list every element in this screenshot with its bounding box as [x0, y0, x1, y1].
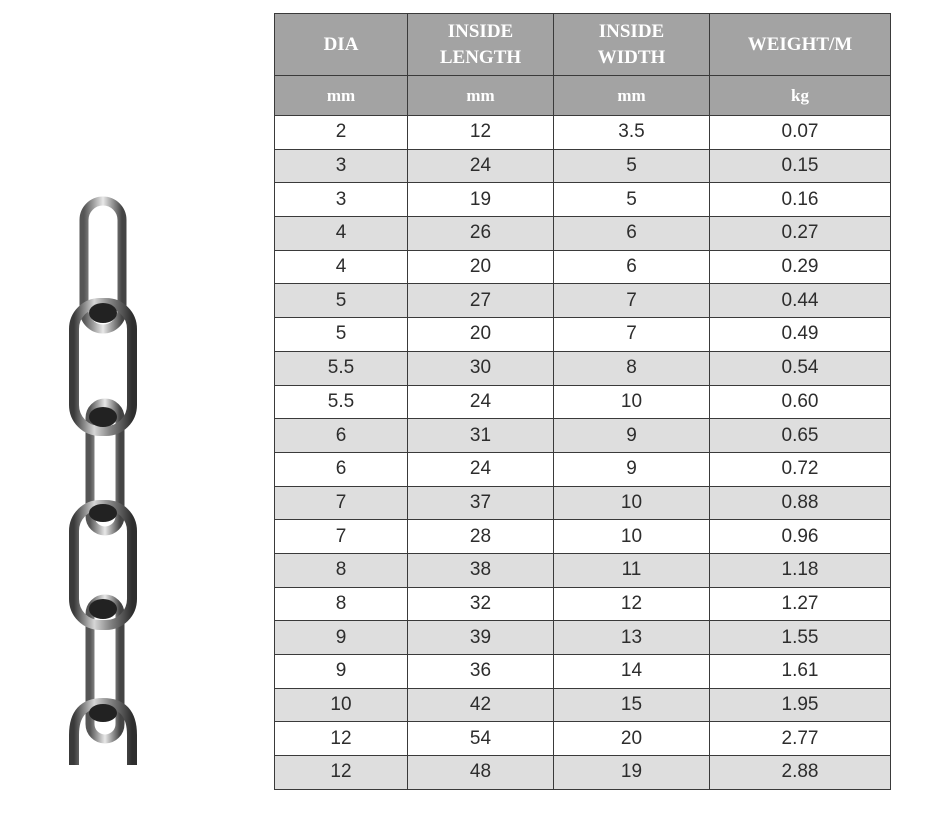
- unit-inside-width: mm: [554, 76, 710, 116]
- cell-inside-width: 7: [554, 284, 710, 318]
- cell-inside-length: 27: [408, 284, 554, 318]
- cell-weight: 0.96: [710, 520, 891, 554]
- table-row: [275, 284, 891, 318]
- cell-dia: 5: [275, 284, 408, 318]
- cell-dia: 3: [275, 149, 408, 183]
- cell-inside-width: 13: [554, 621, 710, 655]
- cell-inside-length: 28: [408, 520, 554, 554]
- cell-inside-width: 12: [554, 587, 710, 621]
- header-dia: DIA: [275, 14, 408, 76]
- table-row: [275, 217, 891, 251]
- cell-dia: 4: [275, 250, 408, 284]
- cell-dia: 7: [275, 486, 408, 520]
- cell-weight: 0.44: [710, 284, 891, 318]
- cell-inside-length: 39: [408, 621, 554, 655]
- cell-inside-width: 7: [554, 318, 710, 352]
- cell-dia: 8: [275, 587, 408, 621]
- cell-weight: 1.27: [710, 587, 891, 621]
- cell-weight: 2.77: [710, 722, 891, 756]
- cell-dia: 5.5: [275, 351, 408, 385]
- cell-weight: 2.88: [710, 756, 891, 790]
- cell-inside-width: 20: [554, 722, 710, 756]
- cell-weight: 0.60: [710, 385, 891, 419]
- table-row: [275, 116, 891, 150]
- cell-weight: 0.29: [710, 250, 891, 284]
- header-inside-width: INSIDE WIDTH: [554, 14, 710, 76]
- chain-specification-table: [274, 13, 891, 790]
- cell-inside-length: 54: [408, 722, 554, 756]
- cell-inside-width: 10: [554, 385, 710, 419]
- cell-dia: 7: [275, 520, 408, 554]
- cell-dia: 12: [275, 722, 408, 756]
- table-row: [275, 250, 891, 284]
- cell-inside-width: 3.5: [554, 116, 710, 150]
- cell-dia: 6: [275, 452, 408, 486]
- cell-dia: 2: [275, 116, 408, 150]
- cell-dia: 12: [275, 756, 408, 790]
- cell-inside-width: 9: [554, 419, 710, 453]
- cell-inside-length: 26: [408, 217, 554, 251]
- cell-dia: 5.5: [275, 385, 408, 419]
- cell-inside-length: 12: [408, 116, 554, 150]
- cell-inside-width: 14: [554, 655, 710, 689]
- header-row: [275, 14, 891, 76]
- cell-inside-width: 15: [554, 688, 710, 722]
- table-row: [275, 621, 891, 655]
- cell-weight: 0.88: [710, 486, 891, 520]
- cell-inside-width: 11: [554, 553, 710, 587]
- cell-inside-length: 24: [408, 385, 554, 419]
- header-inside-length: INSIDE LENGTH: [408, 14, 554, 76]
- unit-row: [275, 76, 891, 116]
- cell-dia: 9: [275, 621, 408, 655]
- cell-inside-width: 9: [554, 452, 710, 486]
- table-body: [275, 116, 891, 790]
- cell-weight: 1.95: [710, 688, 891, 722]
- cell-weight: 0.72: [710, 452, 891, 486]
- cell-inside-length: 24: [408, 452, 554, 486]
- cell-inside-length: 20: [408, 318, 554, 352]
- cell-inside-length: 20: [408, 250, 554, 284]
- table-row: [275, 587, 891, 621]
- cell-inside-width: 5: [554, 149, 710, 183]
- table-row: [275, 486, 891, 520]
- cell-inside-width: 10: [554, 486, 710, 520]
- table-row: [275, 688, 891, 722]
- table-row: [275, 553, 891, 587]
- cell-dia: 8: [275, 553, 408, 587]
- cell-inside-length: 30: [408, 351, 554, 385]
- cell-inside-width: 10: [554, 520, 710, 554]
- cell-inside-length: 31: [408, 419, 554, 453]
- cell-weight: 1.61: [710, 655, 891, 689]
- cell-dia: 4: [275, 217, 408, 251]
- table-row: [275, 318, 891, 352]
- cell-inside-length: 19: [408, 183, 554, 217]
- cell-inside-length: 48: [408, 756, 554, 790]
- cell-inside-length: 32: [408, 587, 554, 621]
- table-row: [275, 419, 891, 453]
- table-row: [275, 452, 891, 486]
- cell-inside-width: 6: [554, 250, 710, 284]
- header-weight-per-m: WEIGHT/M: [710, 14, 891, 76]
- cell-inside-width: 5: [554, 183, 710, 217]
- cell-weight: 0.54: [710, 351, 891, 385]
- cell-weight: 0.65: [710, 419, 891, 453]
- unit-inside-length: mm: [408, 76, 554, 116]
- cell-inside-width: 19: [554, 756, 710, 790]
- cell-inside-length: 42: [408, 688, 554, 722]
- cell-inside-width: 6: [554, 217, 710, 251]
- cell-weight: 0.27: [710, 217, 891, 251]
- cell-weight: 0.49: [710, 318, 891, 352]
- cell-inside-length: 36: [408, 655, 554, 689]
- table-row: [275, 149, 891, 183]
- unit-weight: kg: [710, 76, 891, 116]
- cell-weight: 0.07: [710, 116, 891, 150]
- table-row: [275, 183, 891, 217]
- cell-dia: 5: [275, 318, 408, 352]
- table-row: [275, 722, 891, 756]
- table-row: [275, 520, 891, 554]
- chain-icon: [68, 195, 138, 765]
- cell-dia: 10: [275, 688, 408, 722]
- cell-inside-length: 37: [408, 486, 554, 520]
- chain-image: [68, 195, 138, 765]
- table-row: [275, 655, 891, 689]
- cell-dia: 9: [275, 655, 408, 689]
- table-row: [275, 351, 891, 385]
- cell-dia: 6: [275, 419, 408, 453]
- cell-dia: 3: [275, 183, 408, 217]
- table-row: [275, 756, 891, 790]
- unit-dia: mm: [275, 76, 408, 116]
- cell-weight: 1.55: [710, 621, 891, 655]
- table-row: [275, 385, 891, 419]
- cell-weight: 0.15: [710, 149, 891, 183]
- cell-weight: 1.18: [710, 553, 891, 587]
- cell-inside-length: 38: [408, 553, 554, 587]
- cell-inside-width: 8: [554, 351, 710, 385]
- cell-weight: 0.16: [710, 183, 891, 217]
- cell-inside-length: 24: [408, 149, 554, 183]
